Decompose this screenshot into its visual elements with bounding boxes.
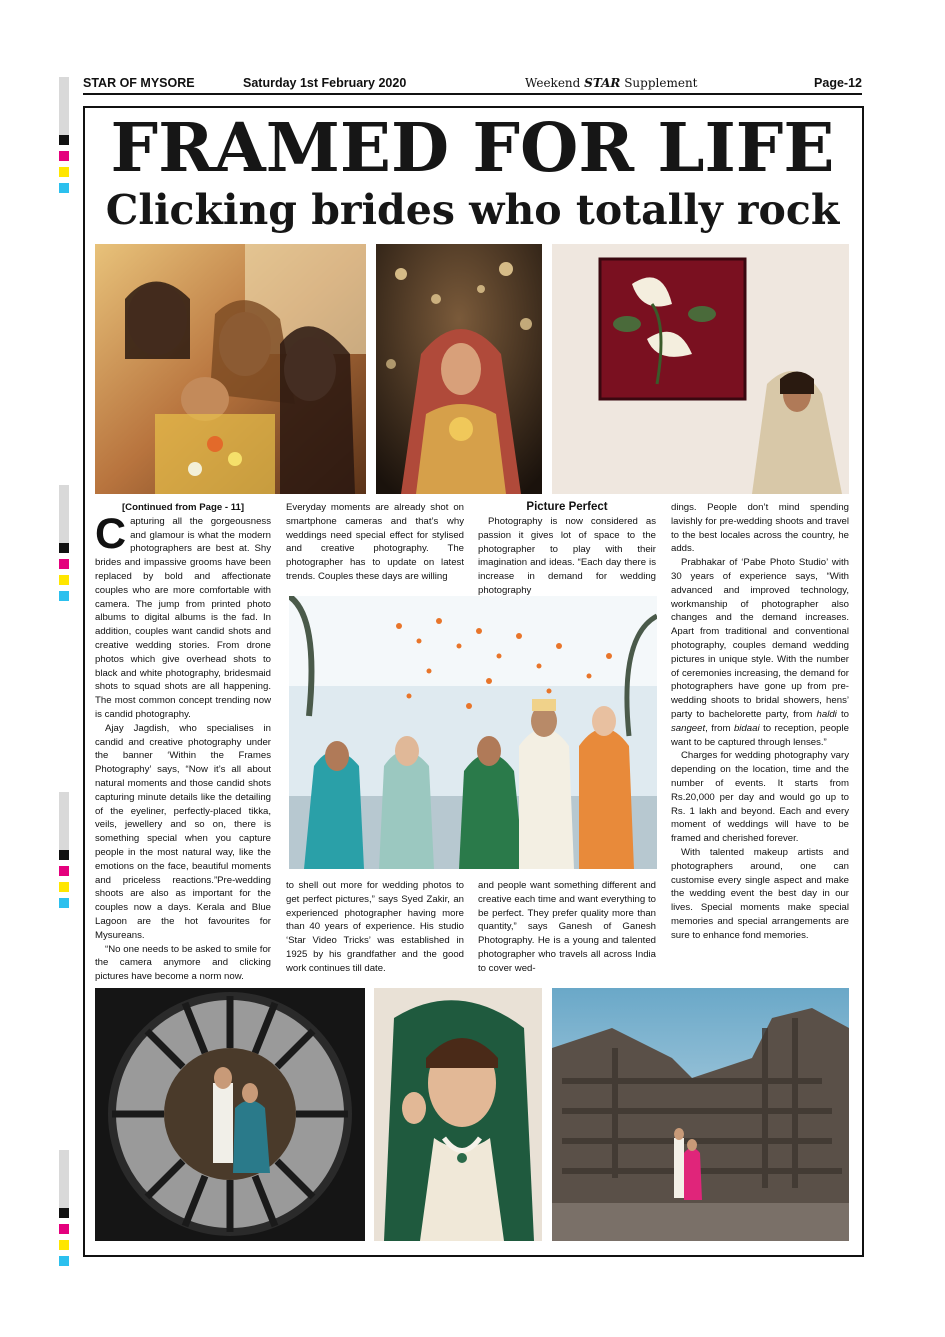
article-paragraph: and people want something different and creative each time and want everything to be perfect. They prefer quality more than quantity,” says Ganesh of Ganesh Photography. He is a young and talented photographer who travels all across India to cover wed- — [478, 880, 656, 974]
article-column-3-top — [478, 499, 656, 598]
article-paragraph: dings. People don’t mind spending lavishly for pre-wedding shoots and travel to the best locales across the country, he adds. — [671, 502, 849, 555]
photo-bride-closeup — [374, 988, 542, 1241]
article-column-4 — [671, 501, 849, 943]
photo-couple-temple — [552, 988, 849, 1241]
article-paragraph: “No one needs to be asked to smile for the camera anymore and clicking pictures have become a norm now. — [95, 943, 271, 983]
article-paragraph: Prabhakar of ‘Pabe Photo Studio’ with 30 years of experience says, “With advanced and improved technology, workmanship of photographer also changes and the demand increases. Apart from traditional and conventional photography, couples demand wedding pictures in unique style. With the number of ceremonies increasing, the demand for photographers have gone up from pre-wedding shoots to bridal showers, hens’ party to bachelorette party, from haldi to sangeet, from bidaai to reception, people want to be captured through lenses.” — [671, 557, 849, 748]
article-paragraph: With talented makeup artists and photographers around, one can customise every single aspect and make the wedding event the best day in our lives. Special moments make special memories and special arrangements are sure to enhance fond memories. — [671, 846, 849, 941]
article-paragraph: Ajay Jagdish, who specialises in candid and creative photography under the banner ‘Within the Frames Photography’ says, “Now it’s all about natural moments and those candid shots capturing minute details like the detailing of the eyeliner, perfectly-placed tikka, veils, jewellery and so on, there is something special when you capture people in the most natural way, like the emotions on the face, beautiful moments and priceless reactions.”Pre-wedding shoots are also as important for the couples now a days. Kerala and Blue Lagoon are the hot favourites for Mysureans. — [95, 722, 271, 941]
article-column-1 — [95, 501, 271, 984]
issue-date: Saturday 1st February 2020 — [243, 76, 407, 90]
article-column-3-bottom — [478, 879, 656, 976]
section-heading: Picture Perfect — [526, 501, 608, 513]
photo-haldi-friends — [95, 244, 366, 494]
page-number: Page-12 — [814, 76, 862, 90]
photo-bride-painting — [552, 244, 849, 494]
article-paragraph: Capturing all the gorgeousness and glamour is what the modern photographers are best at. Shy brides and impassive grooms have been replaced by bold and affectionate couples who are more comfortable with camera. The jump from printed photo albums to digital albums is the fad. In addition, couples want candid shots and creative wedding stories. From drone photos which give overhead shots to black and white photography, bridesmaid shots to squad shots are all happening. The most common concept trending now is candid photography. — [95, 509, 271, 720]
photo-couple-petals — [289, 596, 657, 869]
header-rule — [83, 93, 862, 95]
registration-mark — [59, 77, 69, 193]
registration-mark — [59, 485, 69, 601]
photo-bride-lights — [376, 244, 542, 494]
registration-mark — [59, 1150, 69, 1266]
headline: FRAMED FOR LIFE — [110, 108, 835, 187]
article-column-2-top — [286, 501, 464, 584]
article-column-2-bottom — [286, 879, 464, 976]
article-paragraph: Charges for wedding photography vary depending on the location, time and the number of events. It starts from Rs.20,000 per day and would go up to Rs. 1 lakh and beyond. Each and every moment of weddings will have to be framed and cherished forever. — [671, 750, 849, 845]
drop-cap: C — [95, 509, 127, 558]
subheadline: Clicking brides who totally rock — [105, 186, 840, 234]
paper-name: STAR OF MYSORE — [83, 76, 195, 90]
photo-couple-window — [95, 988, 365, 1241]
page-header — [83, 74, 862, 94]
registration-mark — [59, 792, 69, 908]
article-paragraph: to shell out more for wedding photos to get perfect pictures,” says Syed Zakir, an experienced photographer having more than 40 years of experience. His studio ‘Star Video Tricks’ was established in 1925 by his grandfather and the good work continues till date. — [286, 880, 464, 974]
article-paragraph: Photography is now considered as passion it gives lot of space to the photographer to play with their imagination and ideas. “Each day there is increase in demand for wedding photography — [478, 516, 656, 596]
article-paragraph: Everyday moments are already shot on smartphone cameras and that’s why weddings need special effect for stylised and creative photography. The photographer has to update on latest trends. Couples these days are willing — [286, 502, 464, 582]
continued-note: [Continued from Page - 11] — [121, 502, 245, 513]
supplement-name: Weekend STAR Supplement — [525, 76, 698, 90]
